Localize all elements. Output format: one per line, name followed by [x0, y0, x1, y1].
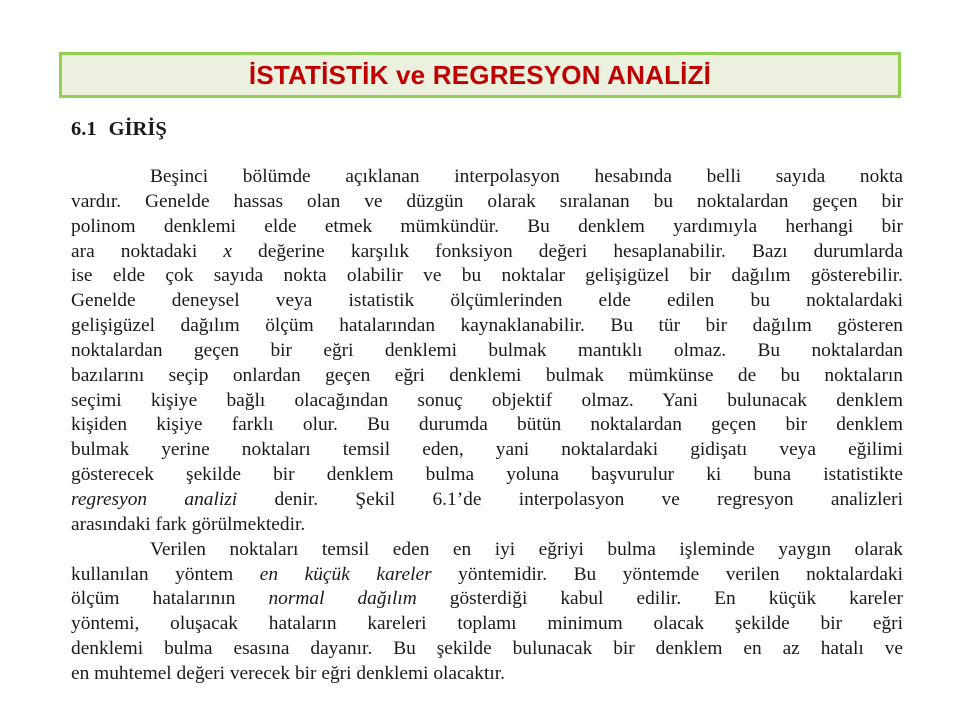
- text-run: kişiden kişiye farklı olur. Bu durumda bütün noktalardan geçen bir denklem: [71, 414, 903, 436]
- text-run: gösterecek şekilde bir denklem bulma yoluna başvurulur ki buna istatistikte: [71, 464, 903, 486]
- text-run: gelişigüzel dağılım ölçüm hatalarından kaynaklanabilir. Bu tür bir dağılım gösteren: [71, 315, 903, 337]
- text-run: vardır. Genelde hassas olan ve düzgün olarak sıralanan bu noktalardan geçen bir: [71, 190, 903, 212]
- text-line: [71, 190, 903, 215]
- text-run: arasındaki fark görülmektedir.: [71, 513, 306, 535]
- slide-title: İSTATİSTİK ve REGRESYON ANALİZİ: [248, 59, 712, 90]
- text-line: [71, 240, 903, 265]
- text-line: [71, 339, 903, 364]
- text-run: ölçüm hatalarının: [71, 588, 269, 610]
- text-run: kullanılan yöntem: [71, 563, 260, 585]
- text-line: [71, 563, 903, 588]
- text-line: [71, 612, 903, 637]
- section-heading: [71, 118, 903, 141]
- text-line: [71, 488, 903, 513]
- text-run: Beşinci bölümde açıklanan interpolasyon hesabında belli sayıda nokta: [150, 166, 903, 187]
- paragraph: [71, 538, 903, 687]
- paragraphs: [71, 165, 903, 687]
- text-run: ara noktadaki: [71, 240, 224, 262]
- text-line: [71, 538, 903, 563]
- text-line: [71, 215, 903, 240]
- section-title: GİRİŞ: [108, 118, 167, 140]
- text-line: [71, 389, 903, 414]
- section-number: 6.1: [71, 118, 97, 140]
- text-run: yöntemidir. Bu yöntemde verilen noktalardaki: [431, 563, 904, 585]
- italic-term: normal dağılım: [268, 588, 417, 610]
- text-run: Verilen noktaları temsil eden en iyi eğriyi bulma işleminde yaygın olarak: [150, 538, 903, 560]
- text-run: Genelde deneysel veya istatistik ölçümlerinden elde edilen bu noktalardaki: [71, 290, 903, 312]
- text-line: [71, 413, 903, 438]
- text-line: [71, 364, 903, 389]
- text-line: [71, 314, 903, 339]
- text-run: seçimi kişiye bağlı olacağından sonuç objektif olmaz. Yani bulunacak denklem: [71, 389, 903, 411]
- text-line: [71, 289, 903, 314]
- italic-term: en küçük kareler: [259, 563, 432, 585]
- text-line: [71, 165, 903, 190]
- text-run: polinom denklemi elde etmek mümkündür. Bu denklem yardımıyla herhangi bir: [71, 215, 903, 237]
- text-run: en muhtemel değeri verecek bir eğri denklemi olacaktır.: [71, 662, 505, 684]
- text-line: [71, 637, 903, 662]
- text-run: bazılarını seçip onlardan geçen eğri denklemi bulmak mümkünse de bu noktaların: [71, 364, 903, 386]
- text-run: gösterdiği kabul edilir. En küçük kareler: [416, 588, 903, 610]
- text-run: denir. Şekil 6.1’de interpolasyon ve regresyon analizleri: [237, 488, 903, 510]
- text-run: bulmak yerine noktaları temsil eden, yani noktalardaki gidişatı veya eğilimi: [71, 439, 903, 461]
- text-run: ise elde çok sayıda nokta olabilir ve bu noktalar gelişigüzel bir dağılım gösterebilir.: [71, 265, 903, 287]
- text-run: yöntemi, oluşacak hataların kareleri toplamı minimum olacak şekilde bir eğri: [71, 613, 903, 635]
- text-line: [71, 587, 903, 612]
- document-body: [71, 118, 903, 687]
- paragraph: [71, 165, 903, 538]
- italic-term: x: [223, 240, 232, 262]
- text-run: değerine karşılık fonksiyon değeri hesaplanabilir. Bazı durumlarda: [231, 240, 903, 262]
- text-run: denklemi bulma esasına dayanır. Bu şekilde bulunacak bir denklem en az hatalı ve: [71, 638, 903, 660]
- text-line: [71, 463, 903, 488]
- text-line: [71, 438, 903, 463]
- text-line: [71, 264, 903, 289]
- italic-term: regresyon analizi: [71, 488, 238, 510]
- title-banner: [59, 52, 901, 98]
- text-line: [71, 662, 903, 687]
- text-run: noktalardan geçen bir eğri denklemi bulmak mantıklı olmaz. Bu noktalardan: [71, 339, 903, 361]
- text-line: [71, 513, 903, 538]
